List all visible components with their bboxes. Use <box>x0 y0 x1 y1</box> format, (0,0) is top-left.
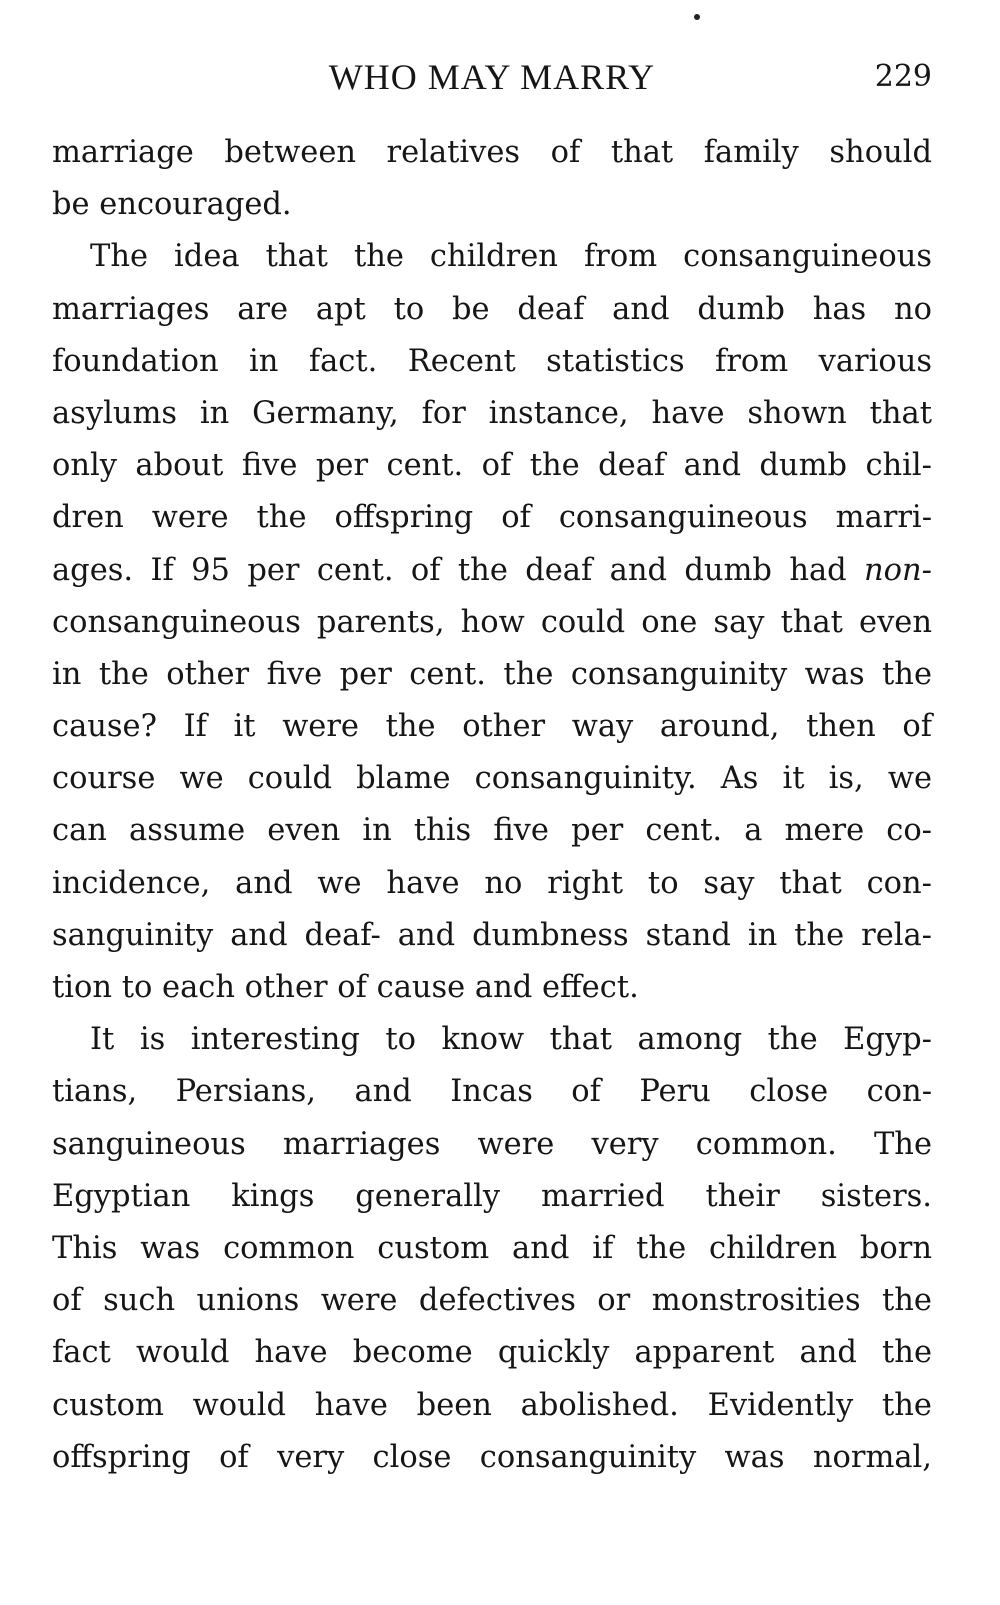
text-line: dren were the offspring of consanguineous marri- <box>52 500 932 536</box>
text-line: sanguinity and deaf- and dumbness stand in the rela- <box>52 917 932 953</box>
text-line: can assume even in this five per cent. a mere co- <box>52 813 932 849</box>
text-line: asylums in Germany, for instance, have shown that <box>52 395 932 431</box>
text-line: marriages are apt to be deaf and dumb has no <box>52 291 932 327</box>
text-line: only about five per cent. of the deaf and dumb chil- <box>52 448 932 484</box>
running-head <box>52 52 932 102</box>
text-line: fact would have become quickly apparent and the <box>52 1335 932 1371</box>
text-line: Egyptian kings generally married their sisters. <box>52 1178 932 1214</box>
text-line: tion to each other of cause and effect. <box>52 970 639 1005</box>
text-line-roman: ages. If 95 per cent. of the deaf and dumb had <box>52 552 865 588</box>
text-line: course we could blame consanguinity. As it is, we <box>52 761 932 797</box>
paragraph-first-line: The idea that the children from consanguineous <box>90 239 932 275</box>
text-line: incidence, and we have no right to say that con- <box>52 865 932 901</box>
paragraph-first-line: It is interesting to know that among the Egyp- <box>90 1022 932 1058</box>
text-line: in the other five per cent. the consanguinity was the <box>52 656 932 692</box>
text-line: tians, Persians, and Incas of Peru close con- <box>52 1074 932 1110</box>
ink-speck <box>694 14 700 20</box>
italic-emphasis: non- <box>864 552 932 588</box>
text-line: be encouraged. <box>52 187 292 223</box>
text-line: cause? If it were the other way around, then of <box>52 709 932 745</box>
running-title: WHO MAY MARRY <box>328 57 656 97</box>
body-text <box>52 127 932 1484</box>
text-line: marriage between relatives of that family should <box>52 135 932 170</box>
text-line: This was common custom and if the children born <box>52 1230 932 1266</box>
text-line: sanguineous marriages were very common. The <box>52 1126 932 1162</box>
text-line: offspring of very close consanguinity was normal, <box>52 1439 932 1475</box>
page-number: 229 <box>874 59 932 94</box>
text-line: custom would have been abolished. Evidently the <box>52 1387 932 1423</box>
text-line: foundation in fact. Recent statistics from various <box>52 343 932 379</box>
text-line: of such unions were defectives or monstrosities the <box>52 1283 932 1319</box>
text-line: consanguineous parents, how could one say that even <box>52 604 932 640</box>
text-line <box>52 545 932 597</box>
